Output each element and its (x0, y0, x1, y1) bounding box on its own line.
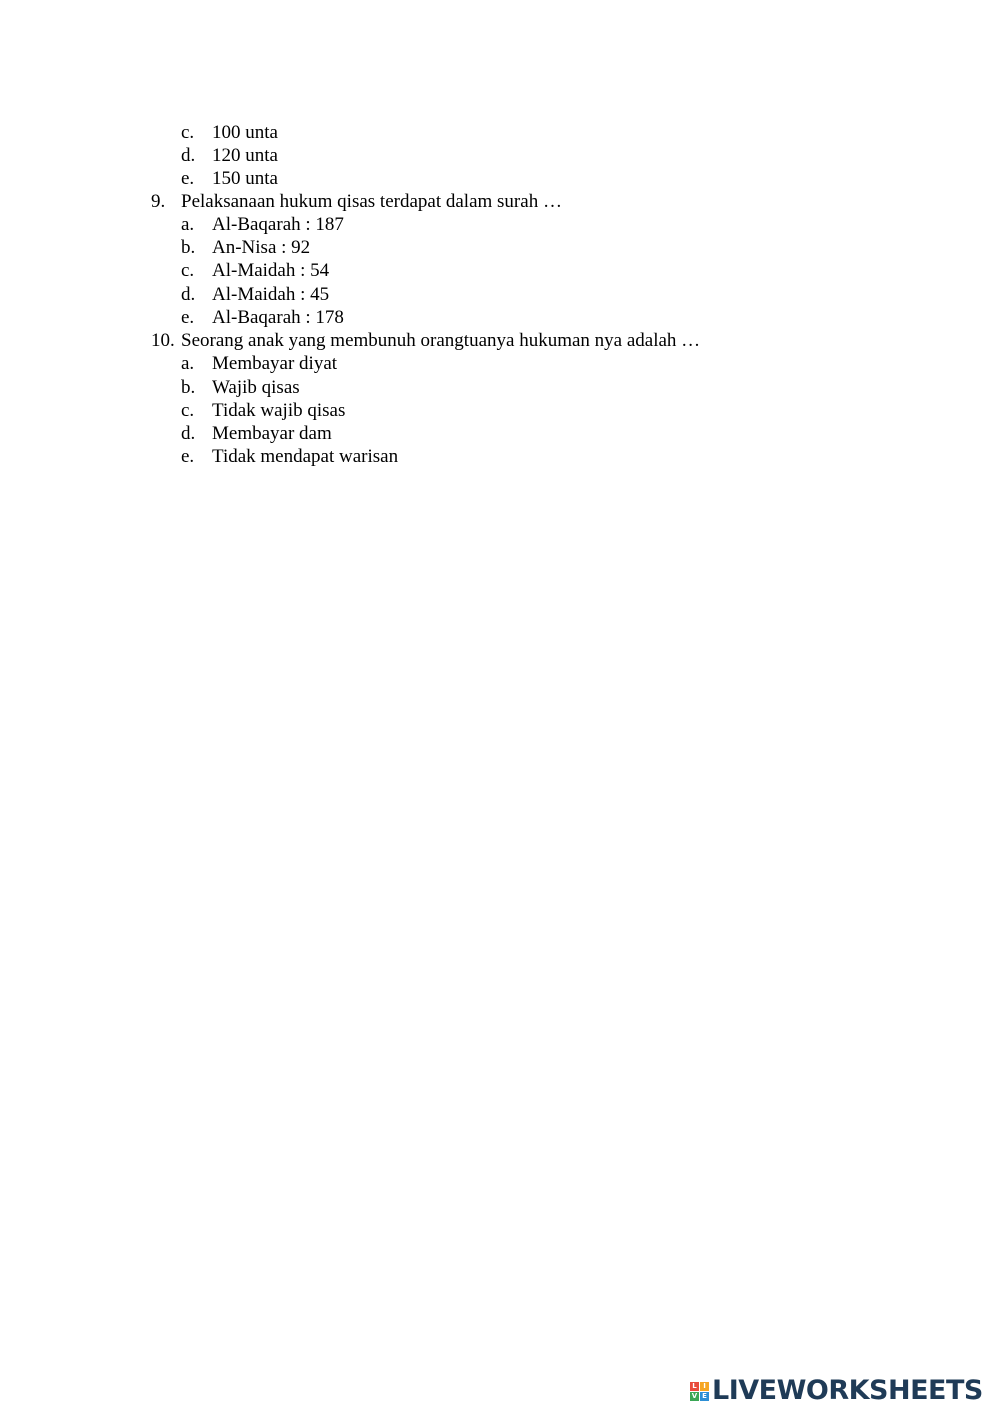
option-label: c. (181, 260, 195, 281)
option-label: e. (181, 446, 195, 467)
option-label: a. (181, 214, 195, 235)
option-text: 100 unta (212, 122, 278, 143)
option-label: c. (181, 122, 195, 143)
logo-mark-l: L (690, 1382, 699, 1391)
option-label: e. (181, 307, 195, 328)
option-text: Tidak mendapat warisan (212, 446, 399, 467)
option-label: e. (181, 168, 195, 189)
logo-mark-e: E (700, 1392, 709, 1401)
option-text: An-Nisa : 92 (212, 237, 311, 258)
liveworksheets-logo (690, 1374, 983, 1408)
option-text: Al-Baqarah : 187 (212, 214, 344, 235)
option-label: a. (181, 353, 195, 374)
question-number: 10. (151, 330, 175, 351)
option-text: 120 unta (212, 145, 278, 166)
question-number: 9. (151, 191, 166, 212)
logo-mark-i: I (700, 1382, 709, 1391)
question-text: Pelaksanaan hukum qisas terdapat dalam surah … (181, 191, 562, 212)
option-label: b. (181, 377, 196, 398)
option-text: Al-Maidah : 54 (212, 260, 330, 281)
logo-text: LIVEWORKSHEETS (712, 1375, 983, 1406)
option-text: Wajib qisas (212, 377, 300, 398)
option-label: d. (181, 145, 196, 166)
option-text: Membayar dam (212, 423, 332, 444)
option-text: 150 unta (212, 168, 278, 189)
liveworksheets-logo-icon (690, 1382, 709, 1401)
option-label: d. (181, 284, 196, 305)
option-label: b. (181, 237, 196, 258)
option-text: Al-Maidah : 45 (212, 284, 330, 305)
question-text: Seorang anak yang membunuh orangtuanya hukuman nya adalah … (181, 330, 701, 351)
logo-mark-v: V (691, 1391, 698, 1400)
option-text: Al-Baqarah : 178 (212, 307, 344, 328)
option-label: d. (181, 423, 196, 444)
option-text: Membayar diyat (212, 353, 338, 374)
option-text: Tidak wajib qisas (212, 400, 346, 421)
option-label: c. (181, 400, 195, 421)
